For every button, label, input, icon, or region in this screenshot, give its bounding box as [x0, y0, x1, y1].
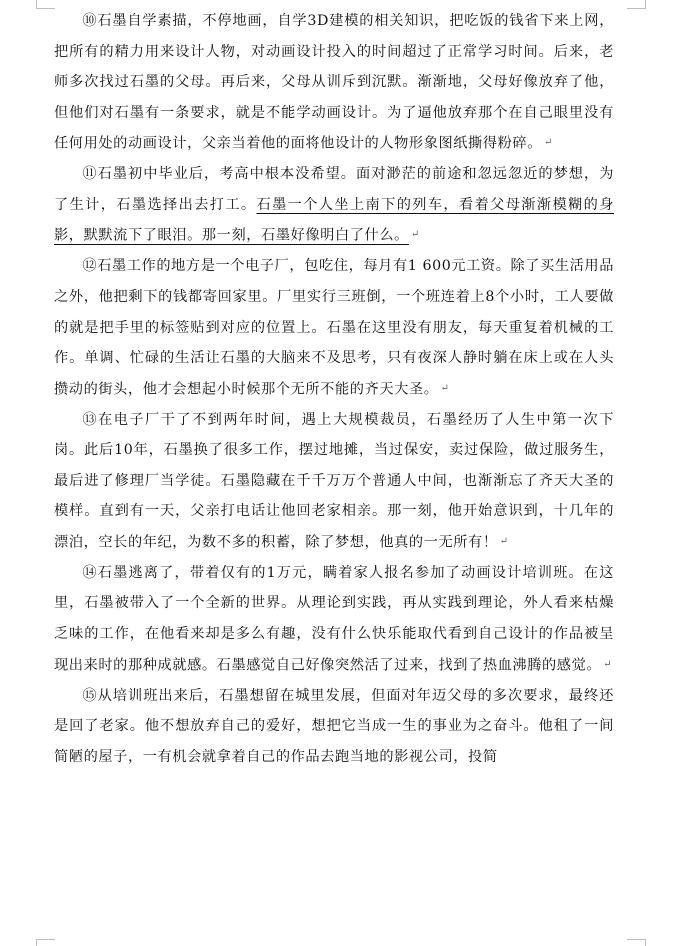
- paragraph-number: ⑫: [82, 258, 98, 275]
- paragraph-mark-icon: ↵: [410, 229, 420, 241]
- paragraph-14: [54, 558, 614, 681]
- paragraph-text: 从培训班出来后，石墨想留在城里发展，但面对年迈父母的多次要求，最终还是回了老家。他不想放弃自己的爱好，想把它当成一生的事业为之奋斗。他租了一间简陋的屋子，一有机会就拿着自己的作品去跑当地的影视公司，投简: [54, 687, 614, 765]
- document-body: [54, 6, 614, 772]
- paragraph-text: 在电子厂干了不到两年时间，遇上大规模裁员，石墨经历了人生中第一次下岗。此后10年，石墨换了很多工作，摆过地摊，当过保安，卖过保险，做过服务生，最后进了修理厂当学徒。石墨隐藏在千千万万个普通人中间，也渐渐忘了齐天大圣的模样。直到有一天，父亲打电话让他回老家相亲。那一刻，他开始意识到，十几年的漂泊，空长的年纪，为数不多的积蓄，除了梦想，他真的一无所有！: [54, 411, 614, 551]
- paragraph-mark-icon: ↵: [603, 658, 613, 670]
- paragraph-number: ⑪: [82, 166, 98, 183]
- paragraph-12: [54, 251, 614, 404]
- paragraph-mark-icon: ↵: [544, 137, 553, 149]
- paragraph-text: 石墨初中毕业后，考高中根本没希望。面对渺茫的前途和忽远忽近的梦想，为了生计，石墨选择出去打工。: [54, 166, 614, 213]
- paragraph-13: [54, 405, 614, 558]
- paragraph-number: ⑩: [82, 13, 98, 29]
- page-corner-mark-top-right: [627, 0, 646, 9]
- paragraph-text: 石墨工作的地方是一个电子厂，包吃住，每月有1 600元工资。除了买生活用品之外，他把剩下的钱都寄回家里。厂里实行三班倒，一个班连着上8个小时，工人要做的就是把手里的标签贴到对应的位置上。石墨在这里没有朋友，每天重复着机械的工作。单调、忙碌的生活让石墨的大脑来不及思考，只有夜深人静时躺在床上或在人头攒动的街头，他才会想起小时候那个无所不能的齐天大圣。: [54, 258, 615, 398]
- page-corner-mark-bottom-left: [36, 939, 55, 946]
- paragraph-number: ⑮: [82, 687, 98, 704]
- paragraph-number: ⑬: [82, 411, 99, 428]
- paragraph-mark-icon: ↵: [440, 382, 450, 394]
- paragraph-11: [54, 159, 614, 251]
- paragraph-mark-icon: ↵: [499, 535, 509, 547]
- paragraph-number: ⑭: [82, 564, 98, 581]
- paragraph-10: [54, 6, 614, 159]
- paragraph-15: [54, 681, 614, 773]
- page-corner-mark-top-left: [36, 0, 55, 9]
- paragraph-text: 石墨逃离了，带着仅有的1万元，瞒着家人报名参加了动画设计培训班。在这里，石墨被带入了一个全新的世界。从理论到实践，再从实践到理论，外人看来枯燥乏味的工作，在他看来却是多么有趣，没有什么快乐能取代看到自己设计的作品被呈现出来时的那种成就感。石墨感觉自己好像突然活了过来，找到了热血沸腾的感觉。: [54, 564, 614, 673]
- page-corner-mark-bottom-right: [627, 939, 646, 946]
- underlined-sentence: 石墨一个人坐上南下的列车，看着父母渐渐模糊的身影，默默流下了眼泪。那一刻，石墨好像明白了什么。: [54, 196, 614, 244]
- paragraph-text: 石墨自学素描，不停地画，自学3D建模的相关知识，把吃饭的钱省下来上网，把所有的精力用来设计人物，对动画设计投入的时间超过了正常学习时间。后来，老师多次找过石墨的父母。再后来，父母从训斥到沉默。渐渐地，父母好像放弃了他，但他们对石墨有一条要求，就是不能学动画设计。为了逼他放弃那个在自己眼里没有任何用处的动画设计，父亲当着他的面将他设计的人物形象图纸撕得粉碎。: [54, 13, 614, 152]
